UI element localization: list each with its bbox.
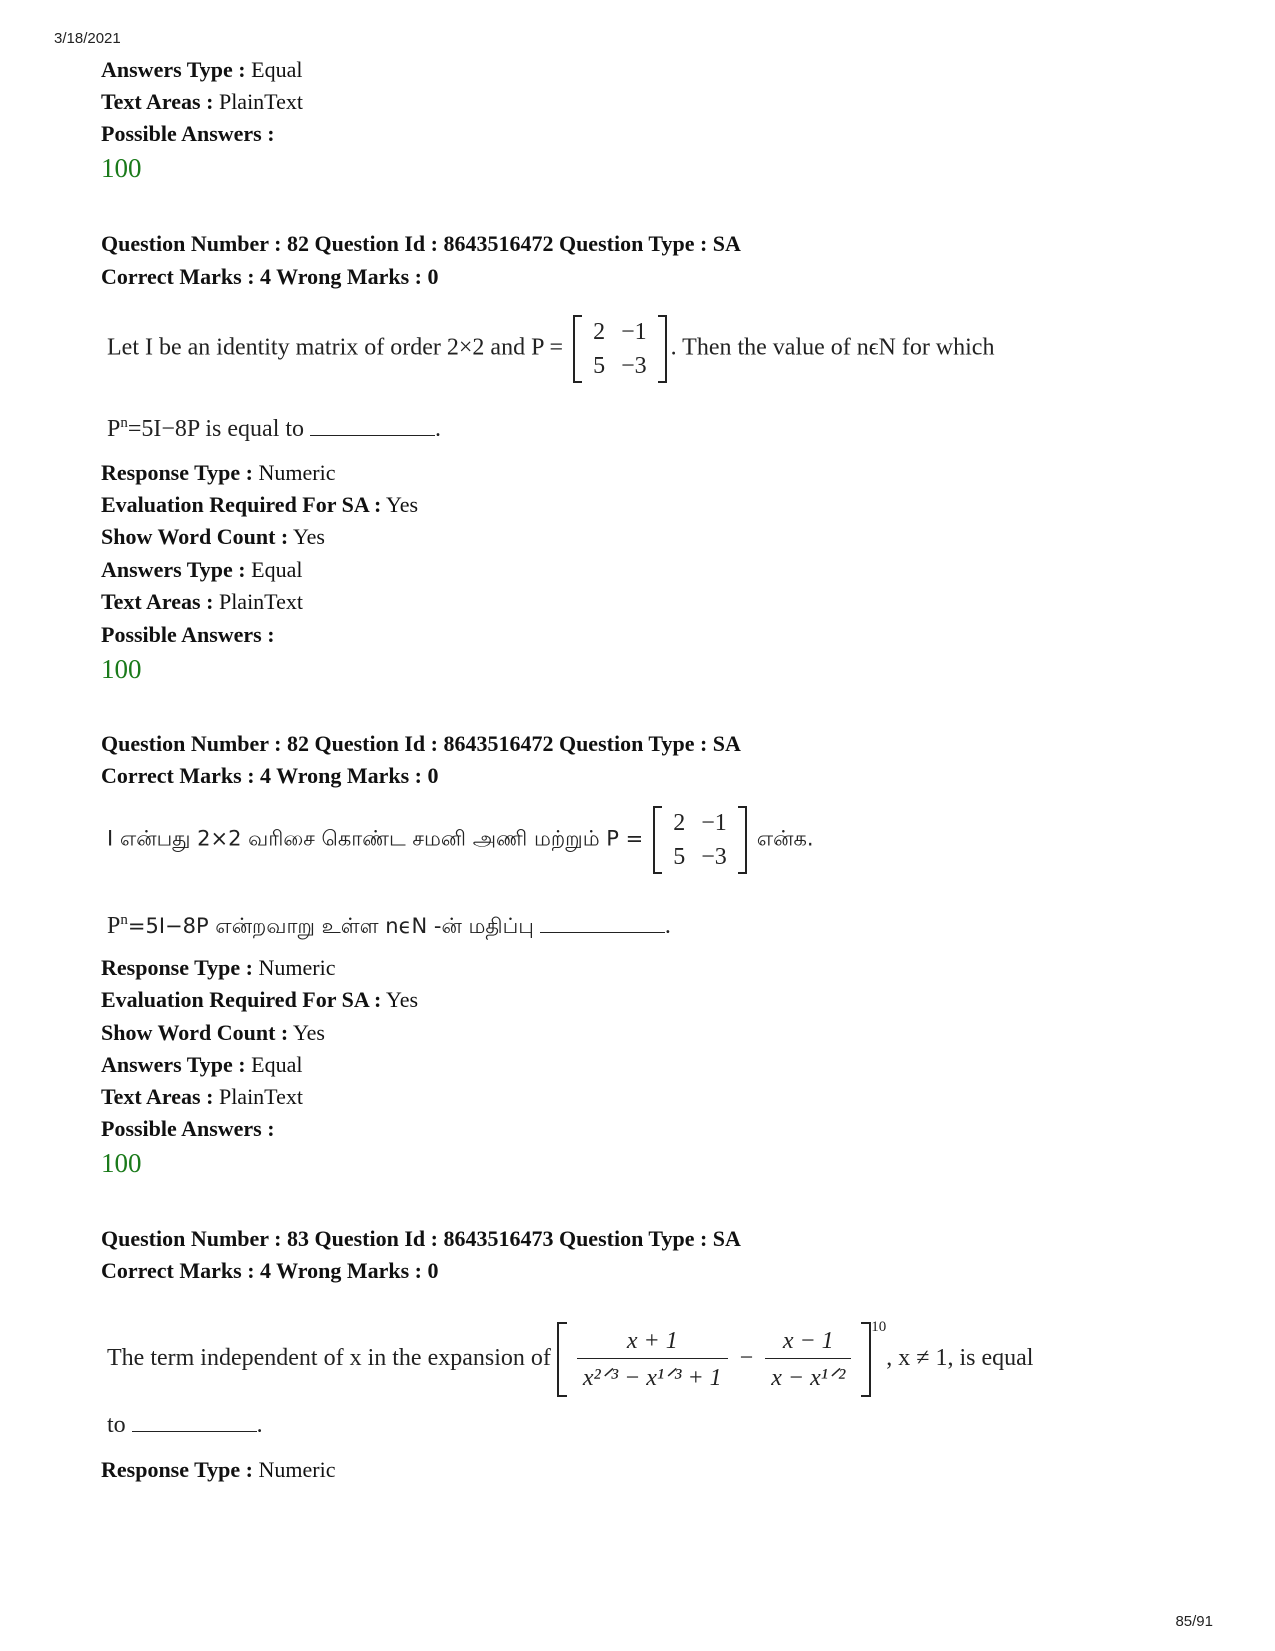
text-areas-row: Text Areas : PlainText (101, 589, 303, 614)
response-type-row: Response Type : Numeric (101, 955, 336, 980)
stem-text: The term independent of x in the expansion of (107, 1345, 551, 1371)
minus-sign: − (739, 1345, 754, 1371)
question-stem-line-2-tamil: $P^n=5I-8P$ என்றவாறு உள்ள nϵN -ன் மதிப்பு . (107, 912, 671, 939)
answer-blank (132, 1413, 257, 1432)
question-heading: Question Number : 82 Question Id : 8643516472 Question Type : SA (101, 231, 741, 256)
answers-type-value: Equal (251, 57, 303, 82)
matrix-p (573, 315, 667, 383)
show-word-count-row: Show Word Count : Yes (101, 1020, 325, 1045)
answers-type-row: Answers Type : Equal (101, 1052, 303, 1077)
fraction-denominator: x − x¹ᐟ² (771, 1364, 846, 1391)
possible-answers-label: Possible Answers : (101, 121, 275, 146)
question-marks: Correct Marks : 4 Wrong Marks : 0 (101, 1258, 439, 1283)
exponent: n (120, 415, 128, 431)
fraction-denominator: x²ᐟ³ − x¹ᐟ³ + 1 (582, 1364, 722, 1391)
matrix-cell: −3 (621, 353, 647, 379)
question-stem-line-2: $P^n=5I-8P$ is equal to . (107, 415, 442, 442)
text-areas-value: PlainText (218, 89, 303, 114)
page-number: 85/91 (1175, 1613, 1213, 1630)
possible-answers-row: Possible Answers : (101, 622, 275, 647)
exponent: 10 (871, 1319, 887, 1335)
question-marks: Correct Marks : 4 Wrong Marks : 0 (101, 763, 439, 788)
answers-type-row: Answers Type : Equal (101, 557, 303, 582)
question-stem-line-1-tamil (107, 806, 814, 874)
print-date: 3/18/2021 (54, 30, 121, 47)
answer-blank (310, 417, 435, 436)
matrix-p (653, 806, 747, 874)
evaluation-required-row: Evaluation Required For SA : Yes (101, 987, 419, 1012)
text-areas-row (101, 89, 303, 115)
question-marks: Correct Marks : 4 Wrong Marks : 0 (101, 264, 439, 289)
question-heading: Question Number : 82 Question Id : 8643516472 Question Type : SA (101, 731, 741, 756)
matrix-cell: 5 (593, 353, 606, 379)
question-stem-line-1 (107, 315, 994, 383)
response-type-row: Response Type : Numeric (101, 1457, 336, 1482)
stem-text: Let I be an identity matrix of order 2×2 and P = (107, 334, 564, 361)
fraction-2 (765, 1326, 851, 1393)
answers-type-row (101, 57, 302, 83)
text-areas-label: Text Areas : (101, 89, 214, 114)
evaluation-required-row: Evaluation Required For SA : Yes (101, 492, 419, 517)
exponent: n (120, 912, 128, 928)
fraction-numerator: x + 1 (577, 1326, 728, 1359)
possible-answers-row: Possible Answers : (101, 1116, 275, 1141)
stem-text: =5I−8P is equal to (127, 416, 305, 442)
possible-answer-value: 100 (101, 1148, 142, 1178)
possible-answer-value: 100 (101, 654, 142, 684)
stem-text: =5I−8P என்றவாறு உள்ள nϵN -ன் மதிப்பு (127, 914, 534, 938)
text-areas-row: Text Areas : PlainText (101, 1084, 303, 1109)
question-stem-line-2: to . (107, 1412, 263, 1438)
fraction-1 (577, 1326, 728, 1393)
matrix-cell: −1 (621, 319, 647, 345)
fraction-numerator: x − 1 (765, 1326, 851, 1359)
stem-text: , x ≠ 1, is equal (886, 1345, 1034, 1371)
stem-text: என்க. (756, 826, 814, 851)
possible-answer-value: 100 (101, 153, 142, 183)
possible-answers-row (101, 121, 275, 147)
show-word-count-row: Show Word Count : Yes (101, 524, 325, 549)
matrix-cell: 2 (673, 810, 686, 836)
matrix-cell: 2 (593, 319, 606, 345)
stem-text: I என்பது 2×2 வரிசை கொண்ட சமனி அணி மற்றும் P = (107, 826, 644, 851)
matrix-cell: −3 (701, 844, 727, 870)
answers-type-label: Answers Type : (101, 57, 246, 82)
question-stem-line-1 (107, 1312, 1033, 1393)
stem-text: . Then the value of nϵN for which (670, 334, 995, 361)
bracketed-expression (557, 1326, 871, 1393)
matrix-cell: −1 (701, 810, 727, 836)
answer-blank (540, 914, 665, 933)
response-type-row: Response Type : Numeric (101, 460, 336, 485)
matrix-cell: 5 (673, 844, 686, 870)
question-heading: Question Number : 83 Question Id : 8643516473 Question Type : SA (101, 1226, 741, 1251)
